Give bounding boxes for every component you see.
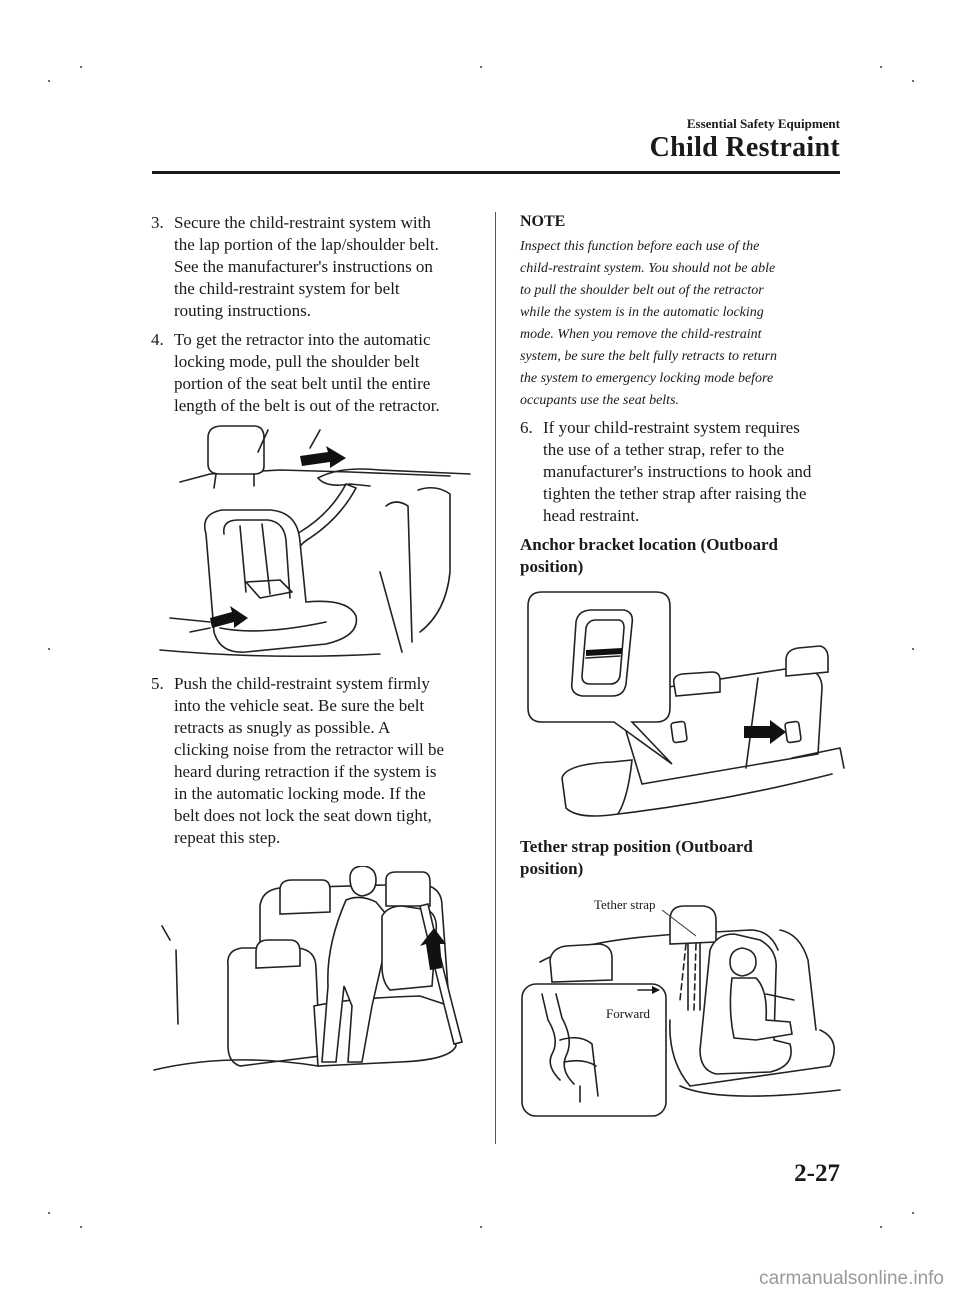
step-line: manufacturer's instructions to hook and — [543, 462, 812, 481]
note-line: mode. When you remove the child-restraint — [520, 327, 762, 342]
note-title: NOTE — [520, 213, 566, 230]
step-line: retracts as snugly as possible. A — [174, 718, 391, 737]
footer-watermark: carmanualsonline.info — [759, 1268, 944, 1289]
step-number: 3. — [151, 213, 164, 232]
step-line: repeat this step. — [174, 828, 281, 847]
step-line: portion of the seat belt until the entire — [174, 374, 431, 393]
step-line: heard during retraction if the system is — [174, 762, 437, 781]
step-text — [174, 329, 440, 417]
note-line: while the system is in the automatic locking — [520, 305, 764, 320]
step-line: If your child-restraint system requires — [543, 418, 800, 437]
push-seat-illustration — [150, 866, 480, 1088]
step-line: the use of a tether strap, refer to the — [543, 440, 785, 459]
note-line: child-restraint system. You should not be able — [520, 261, 776, 276]
step-line: head restraint. — [543, 506, 640, 525]
step-line: Secure the child-restraint system with — [174, 213, 431, 232]
anchor-bracket-illustration — [522, 588, 848, 824]
step-5 — [151, 673, 481, 853]
tether-strap-illustration — [520, 890, 850, 1122]
heading-line: position) — [520, 557, 584, 576]
step-line: length of the belt is out of the retractor. — [174, 396, 440, 415]
note-line: to pull the shoulder belt out of the retractor — [520, 283, 764, 298]
anchor-bracket-heading — [520, 534, 778, 578]
heading-line: Anchor bracket location (Outboard — [520, 535, 778, 554]
belt-pull-illustration — [150, 422, 480, 664]
crop-mark — [480, 66, 482, 68]
forward-label: Forward — [606, 1006, 651, 1021]
page-number: 2-27 — [794, 1160, 840, 1187]
note-line: system, be sure the belt fully retracts to return — [520, 349, 778, 364]
crop-mark — [48, 648, 50, 650]
section-title: Essential Safety Equipment — [686, 116, 840, 131]
crop-mark — [80, 1226, 82, 1228]
step-line: tighten the tether strap after raising the — [543, 484, 807, 503]
step-line: clicking noise from the retractor will be — [174, 740, 445, 759]
note-body — [520, 236, 850, 412]
crop-mark — [912, 80, 914, 82]
tether-strap-label: Tether strap — [594, 897, 656, 912]
crop-mark — [48, 1212, 50, 1214]
crop-mark — [912, 648, 914, 650]
step-line: Push the child-restraint system firmly — [174, 674, 430, 693]
crop-mark — [880, 66, 882, 68]
step-line: To get the retractor into the automatic — [174, 330, 431, 349]
crop-mark — [480, 1226, 482, 1228]
chapter-title: Child Restraint — [649, 132, 840, 163]
step-line: belt does not lock the seat down tight, — [174, 806, 432, 825]
step-3 — [151, 212, 481, 324]
step-text — [174, 212, 439, 322]
crop-mark — [80, 66, 82, 68]
header-rule — [152, 171, 840, 174]
column-divider — [495, 212, 496, 1144]
note-line: occupants use the seat belts. — [520, 393, 680, 408]
tether-strap-heading — [520, 836, 753, 880]
step-line: the child-restraint system for belt — [174, 279, 400, 298]
note-line: Inspect this function before each use of the — [520, 239, 760, 254]
step-4 — [151, 329, 481, 419]
step-6 — [520, 417, 850, 529]
step-number: 5. — [151, 674, 164, 693]
step-number: 6. — [520, 418, 533, 437]
step-line: locking mode, pull the shoulder belt — [174, 352, 420, 371]
step-line: into the vehicle seat. Be sure the belt — [174, 696, 425, 715]
step-text — [174, 673, 444, 849]
heading-line: Tether strap position (Outboard — [520, 837, 753, 856]
note-line: the system to emergency locking mode before — [520, 371, 774, 386]
step-line: the lap portion of the lap/shoulder belt. — [174, 235, 439, 254]
step-text — [543, 417, 811, 527]
heading-line: position) — [520, 859, 584, 878]
crop-mark — [880, 1226, 882, 1228]
step-line: in the automatic locking mode. If the — [174, 784, 426, 803]
crop-mark — [48, 80, 50, 82]
step-number: 4. — [151, 330, 164, 349]
step-line: routing instructions. — [174, 301, 311, 320]
crop-mark — [912, 1212, 914, 1214]
step-line: See the manufacturer's instructions on — [174, 257, 433, 276]
